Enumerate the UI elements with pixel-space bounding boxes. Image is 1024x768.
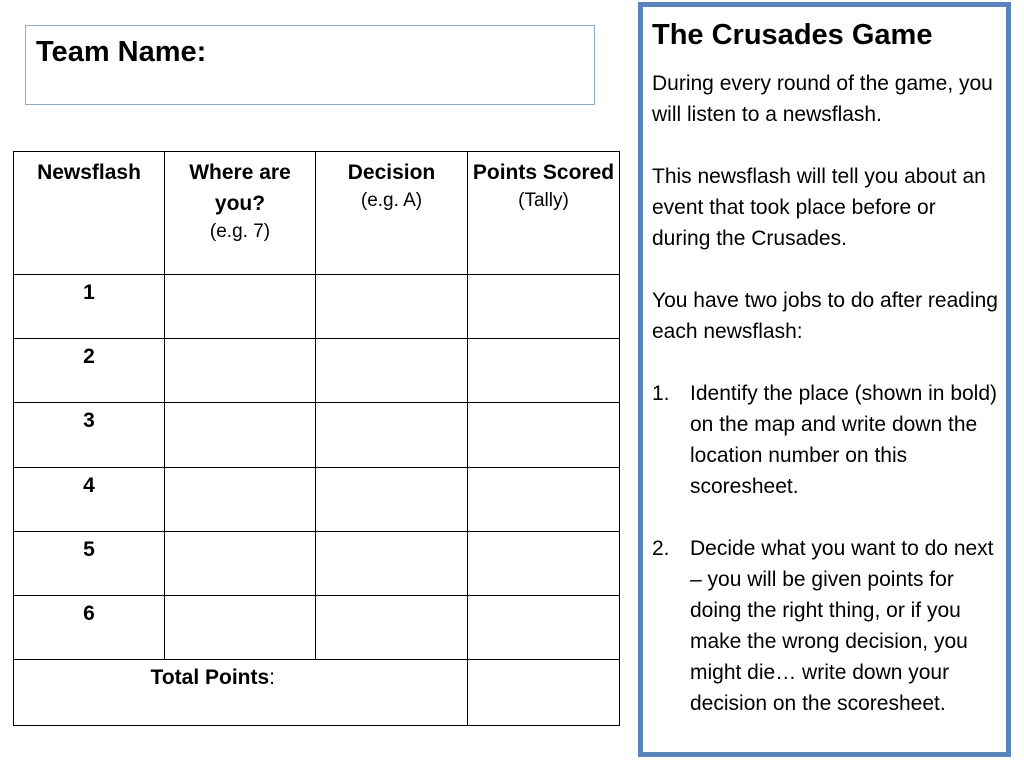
header-title: Decision bbox=[347, 161, 436, 184]
where-cell[interactable] bbox=[165, 339, 316, 403]
row-number: 5 bbox=[14, 531, 165, 595]
decision-cell[interactable] bbox=[316, 339, 468, 403]
header-newsflash bbox=[14, 152, 165, 275]
header-where bbox=[165, 152, 316, 275]
where-cell[interactable] bbox=[165, 467, 316, 531]
table-row bbox=[14, 275, 620, 339]
points-cell[interactable] bbox=[468, 339, 620, 403]
row-number: 4 bbox=[14, 467, 165, 531]
table-row bbox=[14, 531, 620, 595]
decision-cell[interactable] bbox=[316, 595, 468, 659]
row-number: 2 bbox=[14, 339, 165, 403]
list-item bbox=[652, 533, 998, 719]
table-row bbox=[14, 339, 620, 403]
total-points-colon: : bbox=[269, 665, 275, 689]
total-points-label bbox=[14, 659, 468, 725]
header-decision bbox=[316, 152, 468, 275]
decision-cell[interactable] bbox=[316, 467, 468, 531]
table-row bbox=[14, 467, 620, 531]
event-paragraph: This newsflash will tell you about an event that took place before or during the Crusades. bbox=[652, 165, 986, 250]
points-cell[interactable] bbox=[468, 595, 620, 659]
header-title: Where are you? bbox=[189, 161, 291, 215]
list-text: Decide what you want to do next – you will be given points for doing the right thing, or if you make the wrong decision, you might die… write down your decision on the scoresheet. bbox=[690, 537, 994, 715]
points-cell[interactable] bbox=[468, 531, 620, 595]
scoresheet-table bbox=[13, 151, 620, 726]
jobs-list bbox=[652, 378, 998, 719]
list-item bbox=[652, 378, 998, 502]
intro-paragraph: During every round of the game, you will listen to a newsflash. bbox=[652, 72, 993, 126]
decision-cell[interactable] bbox=[316, 403, 468, 467]
instructions-panel bbox=[638, 2, 1011, 757]
team-name-box[interactable] bbox=[25, 25, 595, 105]
table-header-row bbox=[14, 152, 620, 275]
row-number: 6 bbox=[14, 595, 165, 659]
where-cell[interactable] bbox=[165, 531, 316, 595]
header-title: Newsflash bbox=[37, 161, 141, 184]
where-cell[interactable] bbox=[165, 595, 316, 659]
points-cell[interactable] bbox=[468, 403, 620, 467]
header-sub: (e.g. A) bbox=[360, 190, 423, 211]
decision-cell[interactable] bbox=[316, 531, 468, 595]
list-number: 2. bbox=[652, 537, 670, 560]
list-text: Identify the place (shown in bold) on the map and write down the location number on this scoresheet. bbox=[690, 382, 998, 498]
header-title: Points Scored bbox=[472, 161, 615, 184]
list-number: 1. bbox=[652, 382, 670, 405]
total-row bbox=[14, 659, 620, 725]
decision-cell[interactable] bbox=[316, 275, 468, 339]
table-row bbox=[14, 403, 620, 467]
header-points bbox=[468, 152, 620, 275]
points-cell[interactable] bbox=[468, 275, 620, 339]
row-number: 3 bbox=[14, 403, 165, 467]
total-points-text: Total Points bbox=[150, 665, 270, 689]
total-points-cell[interactable] bbox=[468, 659, 620, 725]
header-sub: (Tally) bbox=[518, 190, 569, 211]
header-sub: (e.g. 7) bbox=[209, 221, 271, 242]
where-cell[interactable] bbox=[165, 275, 316, 339]
where-cell[interactable] bbox=[165, 403, 316, 467]
panel-title: The Crusades Game bbox=[652, 19, 933, 51]
table-row bbox=[14, 595, 620, 659]
jobs-paragraph: You have two jobs to do after reading each newsflash: bbox=[652, 289, 998, 343]
points-cell[interactable] bbox=[468, 467, 620, 531]
row-number: 1 bbox=[14, 275, 165, 339]
team-name-label: Team Name: bbox=[36, 36, 207, 68]
